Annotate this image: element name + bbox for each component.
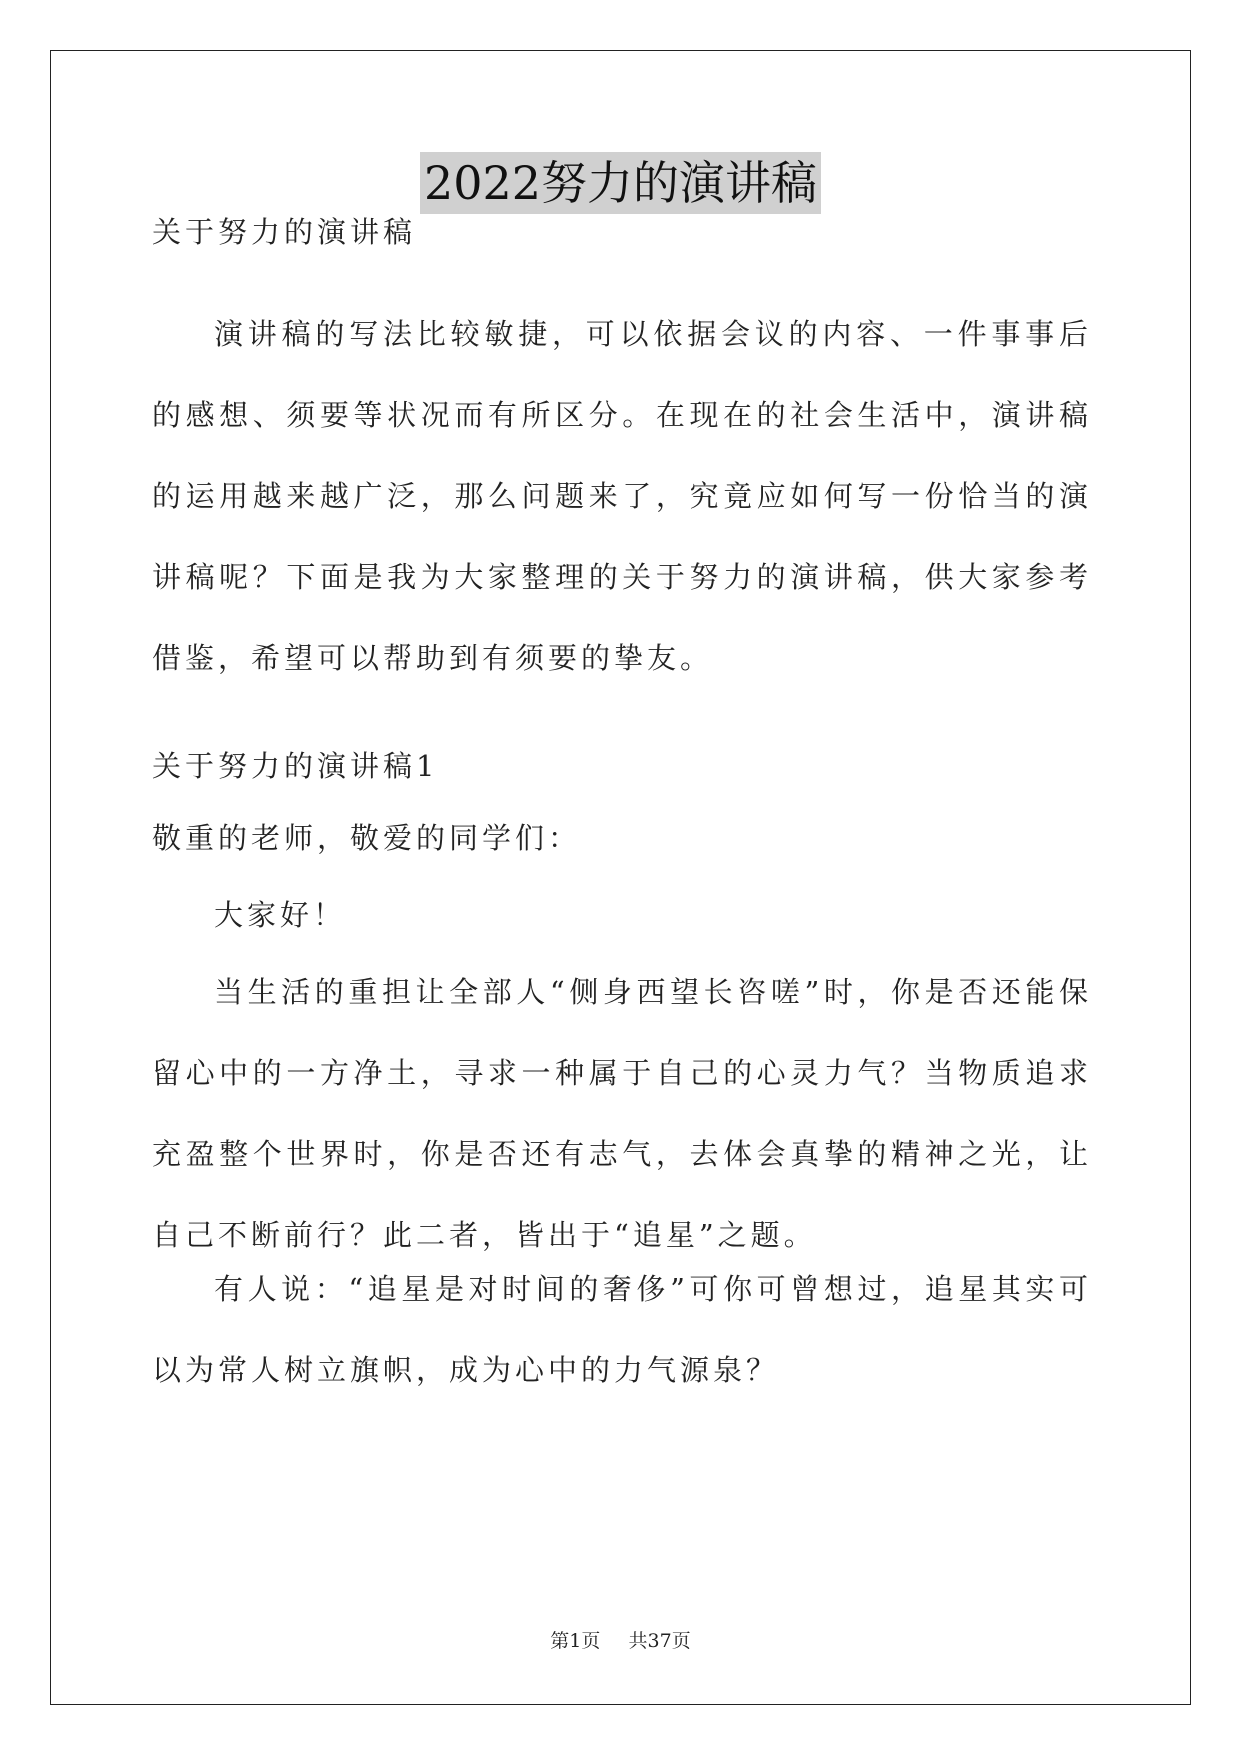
body-paragraph-1: 当生活的重担让全部人“侧身西望长咨嗟”时，你是否还能保留心中的一方净土，寻求一种属于自己的心灵力气？当物质追求充盈整个世界时，你是否还有志气，去体会真挚的精神之光，让自己不断前行？此二者，皆出于“追星”之题。 [152,975,1092,1252]
document-subtitle: 关于努力的演讲稿 [152,215,417,249]
title-container [0,152,1241,214]
document-title: 2022努力的演讲稿 [420,152,821,214]
page-number: 第1页 [550,1630,601,1652]
page-footer [0,1626,1241,1653]
salutation-line: 敬重的老师，敬爱的同学们： [152,821,582,855]
section-heading: 关于努力的演讲稿1 [152,749,439,783]
intro-paragraph: 演讲稿的写法比较敏捷，可以依据会议的内容、一件事事后的感想、须要等状况而有所区分。在现在的社会生活中，演讲稿的运用越来越广泛，那么问题来了，究竟应如何写一份恰当的演讲稿呢？下面是我为大家整理的关于努力的演讲稿，供大家参考借鉴，希望可以帮助到有须要的挚友。 [152,317,1092,675]
body-paragraph-2: 有人说：“追星是对时间的奢侈”可你可曾想过，追星其实可以为常人树立旗帜，成为心中的力气源泉？ [152,1272,1092,1387]
page-total: 共37页 [628,1630,691,1652]
greeting-line: 大家好！ [214,898,347,932]
